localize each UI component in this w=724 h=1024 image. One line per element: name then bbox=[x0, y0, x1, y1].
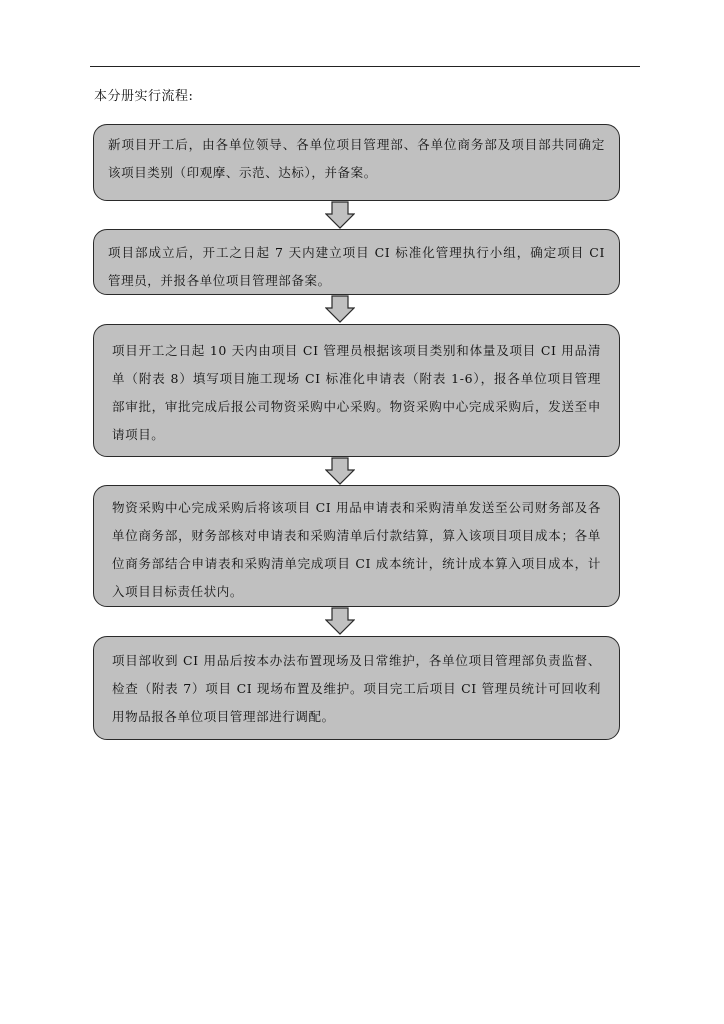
flow-step-5 bbox=[93, 636, 620, 740]
flow-step-5-text: 项目部收到 CI 用品后按本办法布置现场及日常维护，各单位项目管理部负责监督、检查（附表 7）项目 CI 现场布置及维护。项目完工后项目 CI 管理员统计可回收利用物品报各单位项目管理部进行调配。 bbox=[112, 653, 601, 724]
flow-step-4-text: 物资采购中心完成采购后将该项目 CI 用品申请表和采购清单发送至公司财务部及各单位商务部，财务部核对申请表和采购清单后付款结算，算入该项目项目成本；各单位商务部结合申请表和采购清单完成项目 CI 成本统计，统计成本算入项目成本，计入项目目标责任状内。 bbox=[112, 500, 601, 599]
flow-step-4 bbox=[93, 485, 620, 607]
flow-step-1-text: 新项目开工后，由各单位领导、各单位项目管理部、各单位商务部及项目部共同确定该项目类别（印观摩、示范、达标），并备案。 bbox=[108, 137, 605, 180]
flow-step-2-text: 项目部成立后，开工之日起 7 天内建立项目 CI 标准化管理执行小组，确定项目 CI 管理员，并报各单位项目管理部备案。 bbox=[108, 245, 605, 288]
down-arrow-icon bbox=[325, 457, 355, 485]
flow-step-3 bbox=[93, 324, 620, 457]
flow-step-1 bbox=[93, 124, 620, 201]
header-rule bbox=[90, 66, 640, 67]
down-arrow-icon bbox=[325, 295, 355, 323]
down-arrow-icon bbox=[325, 201, 355, 229]
intro-text: 本分册实行流程: bbox=[94, 89, 194, 104]
down-arrow-icon bbox=[325, 607, 355, 635]
flow-step-3-text: 项目开工之日起 10 天内由项目 CI 管理员根据该项目类别和体量及项目 CI 用品清单（附表 8）填写项目施工现场 CI 标准化申请表（附表 1-6），报各单位项目管理部审批，审批完成后报公司物资采购中心采购。物资采购中心完成采购后，发送至申请项目。 bbox=[112, 343, 601, 442]
flow-step-2 bbox=[93, 229, 620, 295]
